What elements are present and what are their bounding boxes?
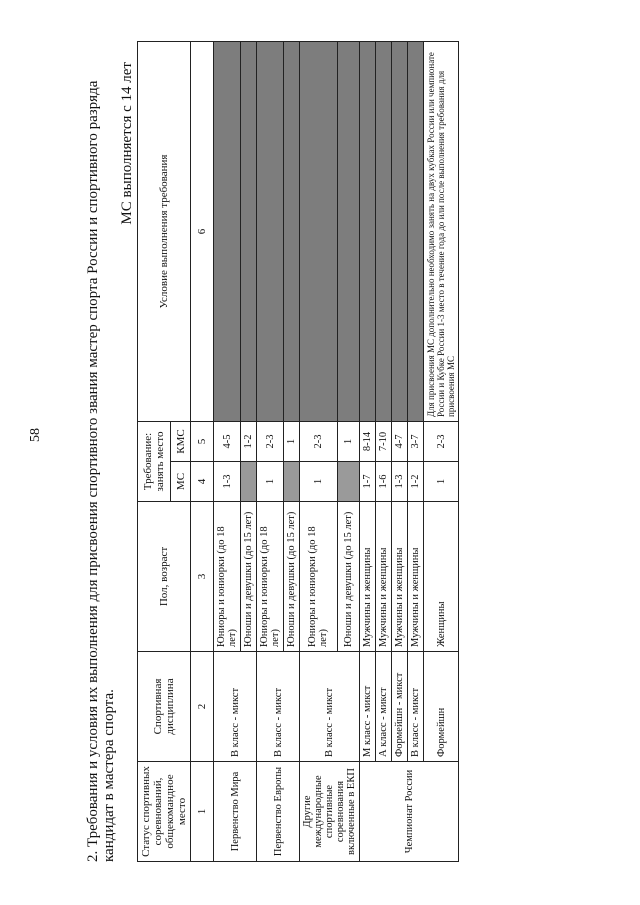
condition-cell-shaded xyxy=(257,42,284,422)
header-ms: МС xyxy=(171,462,191,502)
condition-cell-shaded xyxy=(337,42,359,422)
section-title: 2. Требования и условия их выполнения для присвоения спортивного звания мастер спорта России и спортивного разряда кандидат в мастера спорта. xyxy=(85,80,117,862)
kms-cell: 7-10 xyxy=(376,422,392,462)
table-row xyxy=(424,42,459,862)
gender-cell: Женщины xyxy=(424,502,459,652)
discipline-cell: Формейшн xyxy=(424,652,459,762)
condition-cell-shaded xyxy=(360,42,376,422)
ms-cell: 1-3 xyxy=(214,462,241,502)
kms-cell: 1 xyxy=(284,422,300,462)
status-cell: Первенство Мира xyxy=(214,762,257,862)
header-status: Статус спортивных соревнований, общекомандное место xyxy=(138,762,191,862)
col-number: 2 xyxy=(191,652,214,762)
kms-cell: 3-7 xyxy=(408,422,424,462)
status-cell: Чемпионат России xyxy=(360,762,459,862)
ms-cell: 1-2 xyxy=(408,462,424,502)
table-row xyxy=(408,42,424,862)
header-gender-age: Пол, возраст xyxy=(138,502,191,652)
discipline-cell: В класс - микст xyxy=(214,652,257,762)
discipline-cell: В класс - микст xyxy=(257,652,300,762)
header-condition: Условие выполнения требования xyxy=(138,42,191,422)
condition-cell: Для присвоения МС дополнительно необходимо занять на двух кубках России или чемпионате России и Кубке России 1-3 место в течение года до или после выполнения требования для присвоения МС xyxy=(424,42,459,422)
ms-cell: 1 xyxy=(424,462,459,502)
table-row xyxy=(257,42,284,862)
condition-cell-shaded xyxy=(214,42,241,422)
kms-cell: 4-5 xyxy=(214,422,241,462)
kms-cell: 4-7 xyxy=(392,422,408,462)
gender-cell: Юниоры и юниорки (до 18 лет) xyxy=(300,502,338,652)
gender-cell: Юниоры и юниорки (до 18 лет) xyxy=(214,502,241,652)
kms-cell: 2-3 xyxy=(424,422,459,462)
discipline-cell: А класс - микст xyxy=(376,652,392,762)
gender-cell: Мужчины и женщины xyxy=(360,502,376,652)
discipline-cell: М класс - микст xyxy=(360,652,376,762)
kms-cell: 2-3 xyxy=(300,422,338,462)
condition-cell-shaded xyxy=(241,42,257,422)
table-row xyxy=(300,42,338,862)
column-numbers-row xyxy=(191,42,214,862)
rotated-page-content xyxy=(85,42,459,862)
table-row xyxy=(360,42,376,862)
discipline-cell: В класс - микст xyxy=(408,652,424,762)
table-row xyxy=(392,42,408,862)
col-number: 1 xyxy=(191,762,214,862)
condition-cell-shaded xyxy=(408,42,424,422)
header-requirement: Требование: занять место xyxy=(138,422,171,502)
ms-cell: 1-3 xyxy=(392,462,408,502)
kms-cell: 1 xyxy=(337,422,359,462)
table-row xyxy=(214,42,241,862)
ms-cell-shaded xyxy=(241,462,257,502)
gender-cell: Юноши и девушки (до 15 лет) xyxy=(241,502,257,652)
discipline-cell: Формейшн - микст xyxy=(392,652,408,762)
table-header-row xyxy=(138,42,171,862)
gender-cell: Мужчины и женщины xyxy=(392,502,408,652)
discipline-cell: В класс - микст xyxy=(300,652,360,762)
condition-cell-shaded xyxy=(300,42,338,422)
requirements-table xyxy=(137,41,459,862)
page-number: 58 xyxy=(28,428,43,442)
ms-cell: 1-7 xyxy=(360,462,376,502)
ms-cell: 1-6 xyxy=(376,462,392,502)
table-row xyxy=(376,42,392,862)
condition-cell-shaded xyxy=(376,42,392,422)
gender-cell: Юноши и девушки (до 15 лет) xyxy=(284,502,300,652)
gender-cell: Юниоры и юниорки (до 18 лет) xyxy=(257,502,284,652)
kms-cell: 1-2 xyxy=(241,422,257,462)
kms-cell: 8-14 xyxy=(360,422,376,462)
col-number: 6 xyxy=(191,42,214,422)
ms-cell: 1 xyxy=(257,462,284,502)
ms-cell-shaded xyxy=(284,462,300,502)
header-discipline: Спортивная дисциплина xyxy=(138,652,191,762)
status-cell: Другие международные спортивные соревнования включенные в ЕКП xyxy=(300,762,360,862)
ms-cell-shaded xyxy=(337,462,359,502)
gender-cell: Юноши и девушки (до 15 лет) xyxy=(337,502,359,652)
col-number: 3 xyxy=(191,502,214,652)
header-kms: КМС xyxy=(171,422,191,462)
col-number: 4 xyxy=(191,462,214,502)
condition-cell-shaded xyxy=(392,42,408,422)
age-note: МС выполняется с 14 лет xyxy=(119,62,135,225)
kms-cell: 2-3 xyxy=(257,422,284,462)
condition-cell-shaded xyxy=(284,42,300,422)
gender-cell: Мужчины и женщины xyxy=(376,502,392,652)
ms-cell: 1 xyxy=(300,462,338,502)
gender-cell: Мужчины и женщины xyxy=(408,502,424,652)
status-cell: Первенство Европы xyxy=(257,762,300,862)
col-number: 5 xyxy=(191,422,214,462)
